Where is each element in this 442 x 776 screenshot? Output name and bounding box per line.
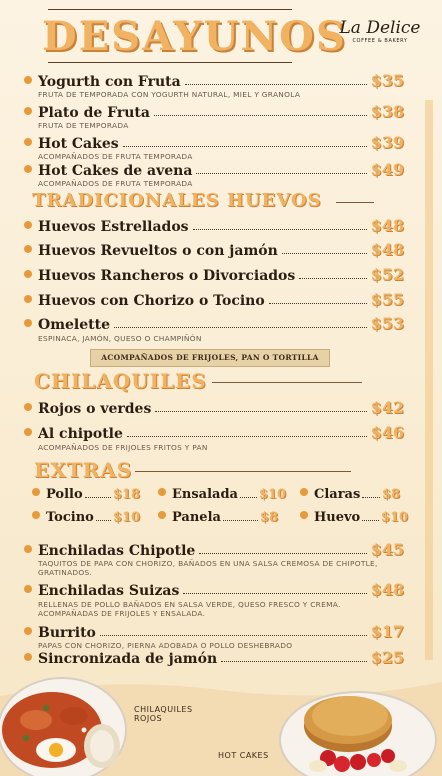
section-title-extras: EXTRAS [34,458,133,482]
bullet [300,511,308,519]
item-price: $49 [370,160,404,179]
item-desc: RELLENAS DE POLLO BAÑADOS EN SALSA VERDE, QUESO FRESCO Y CREMA. ACOMPAÑADAS DE FRIJOLES Y ENSALADA. [38,600,341,618]
menu-item-hot-cakes-avena [24,157,404,179]
bullet [24,653,32,661]
item-name: Enchiladas Suizas [38,583,180,599]
hotcakes-photo [278,684,442,776]
extra-item [300,484,400,502]
menu-item-revueltos [24,237,404,259]
item-price: $38 [370,102,404,121]
dot-leader [183,593,366,594]
item-price: $48 [370,240,404,259]
bullet [24,138,32,146]
item-desc: FRUTA DE TEMPORADA [38,121,129,130]
item-name: Omelette [38,317,110,333]
extra-price: $10 [258,487,286,502]
menu-item-enchiladas-chipotle [24,537,404,559]
bullet [24,585,32,593]
item-desc: ESPINACA, JAMÓN, QUESO O CHAMPIÑÓN [38,334,202,343]
dot-leader [96,520,111,521]
item-name: Rojos o verdes [38,401,152,417]
section-rule [336,202,374,203]
logo-text: La Delice [339,18,421,38]
chilaquiles-photo-label: CHILAQUILES ROJOS [134,705,193,723]
item-name: Plato de Fruta [38,105,150,121]
bullet [24,165,32,173]
hotcakes-plate-image [278,684,442,776]
dot-leader [269,303,367,304]
dot-leader [85,497,111,498]
item-desc: ACOMPAÑADOS DE FRUTA TEMPORADA [38,152,193,161]
dot-leader [199,553,366,554]
extra-price: $18 [112,487,140,502]
extra-price: $10 [380,510,408,525]
item-name: Huevos Rancheros o Divorciados [38,268,296,284]
menu-item-rancheros [24,262,404,284]
bullet [24,76,32,84]
menu-item-burrito [24,619,404,641]
menu-item-hot-cakes [24,130,404,152]
bullet [158,511,166,519]
item-price: $48 [370,580,404,599]
extra-item [32,507,140,525]
dot-leader [362,520,379,521]
item-name: Huevos Estrellados [38,219,189,235]
dot-leader [299,278,366,279]
section-rule [135,471,351,472]
item-name: Enchiladas Chipotle [38,543,196,559]
item-desc: TAQUITOS DE PAPA CON CHORIZO, BAÑADOS EN UNA SALSA CREMOSA DE CHIPOTLE, GRATINADOS. [38,559,378,577]
dot-leader [185,84,367,85]
bullet [32,511,40,519]
header-rule-bottom [48,62,292,63]
extra-item [300,507,408,525]
item-price: $46 [370,423,404,442]
item-name: Al chipotle [38,426,123,442]
dot-leader [127,436,367,437]
bullet [158,488,166,496]
logo [330,18,430,44]
huevos-note: ACOMPAÑADOS DE FRIJOLES, PAN O TORTILLA [90,349,330,367]
section-rule [212,382,362,383]
item-desc: FRUTA DE TEMPORADA CON YOGURTH NATURAL, MIEL Y GRANOLA [38,90,301,99]
menu-item-chorizo [24,287,404,309]
menu-item-omelette [24,311,404,333]
bullet [24,319,32,327]
dot-leader [193,229,367,230]
dot-leader [223,520,258,521]
side-stripe [425,100,433,660]
bullet [24,245,32,253]
bullet [300,488,308,496]
hotcakes-photo-label: HOT CAKES [218,751,269,760]
header-rule-top [48,9,292,10]
item-price: $42 [370,398,404,417]
menu-item-al-chipotle [24,420,404,442]
menu-item-yogurth [24,68,404,90]
dot-leader [123,146,367,147]
dot-leader [221,661,366,662]
dot-leader [155,411,366,412]
extra-item [32,484,140,502]
extra-price: $8 [259,510,278,525]
page-title: DESAYUNOS [42,13,347,60]
chilaquiles-plate-image [0,668,128,776]
item-price: $39 [370,133,404,152]
dot-leader [196,173,366,174]
extra-name: Claras [314,487,361,502]
bullet [24,270,32,278]
item-name: Huevos con Chorizo o Tocino [38,293,265,309]
dot-leader [362,497,380,498]
item-name: Huevos Revueltos o con jamón [38,243,278,259]
bullet [24,428,32,436]
item-price: $45 [370,540,404,559]
bullet [24,627,32,635]
item-price: $48 [370,216,404,235]
extra-price: $10 [112,510,140,525]
item-name: Burrito [38,625,96,641]
item-desc: ACOMPAÑADOS DE FRIJOLES FRITOS Y PAN [38,443,208,452]
extra-name: Panela [172,510,221,525]
item-name: Sincronizada de jamón [38,651,218,667]
menu-item-sincronizada [24,645,404,667]
extra-name: Huevo [314,510,361,525]
item-price: $35 [370,71,404,90]
item-price: $25 [370,648,404,667]
dot-leader [154,115,367,116]
menu-item-enchiladas-suizas [24,577,404,599]
item-name: Hot Cakes de avena [38,163,193,179]
section-title-chilaquiles: CHILAQUILES [34,369,207,393]
bullet [24,295,32,303]
dot-leader [100,635,367,636]
item-name: Yogurth con Fruta [38,74,181,90]
item-price: $55 [370,290,404,309]
bullet [24,107,32,115]
extra-price: $8 [381,487,400,502]
extra-name: Ensalada [172,487,238,502]
dot-leader [282,253,367,254]
bullet [32,488,40,496]
bullet [24,221,32,229]
menu-item-estrellados [24,213,404,235]
item-price: $17 [370,622,404,641]
item-desc: ACOMPAÑADOS DE FRUTA TEMPORADA [38,179,193,188]
item-name: Hot Cakes [38,136,119,152]
chilaquiles-photo [0,668,128,776]
section-title-tradicionales: TRADICIONALES HUEVOS [32,190,322,211]
extra-item [158,507,278,525]
extra-name: Tocino [46,510,94,525]
extra-item [158,484,286,502]
item-price: $53 [370,314,404,333]
dot-leader [114,327,367,328]
menu-item-rojos-verdes [24,395,404,417]
bullet [24,545,32,553]
item-desc: PAPAS CON CHORIZO, PIERNA ADOBADA O POLLO DESHEBRADO [38,641,293,650]
logo-subtext: COFFEE & BAKERY [352,38,408,44]
menu-item-plato-fruta [24,99,404,121]
dot-leader [240,497,257,498]
bullet [24,403,32,411]
extra-name: Pollo [46,487,83,502]
item-price: $52 [370,265,404,284]
